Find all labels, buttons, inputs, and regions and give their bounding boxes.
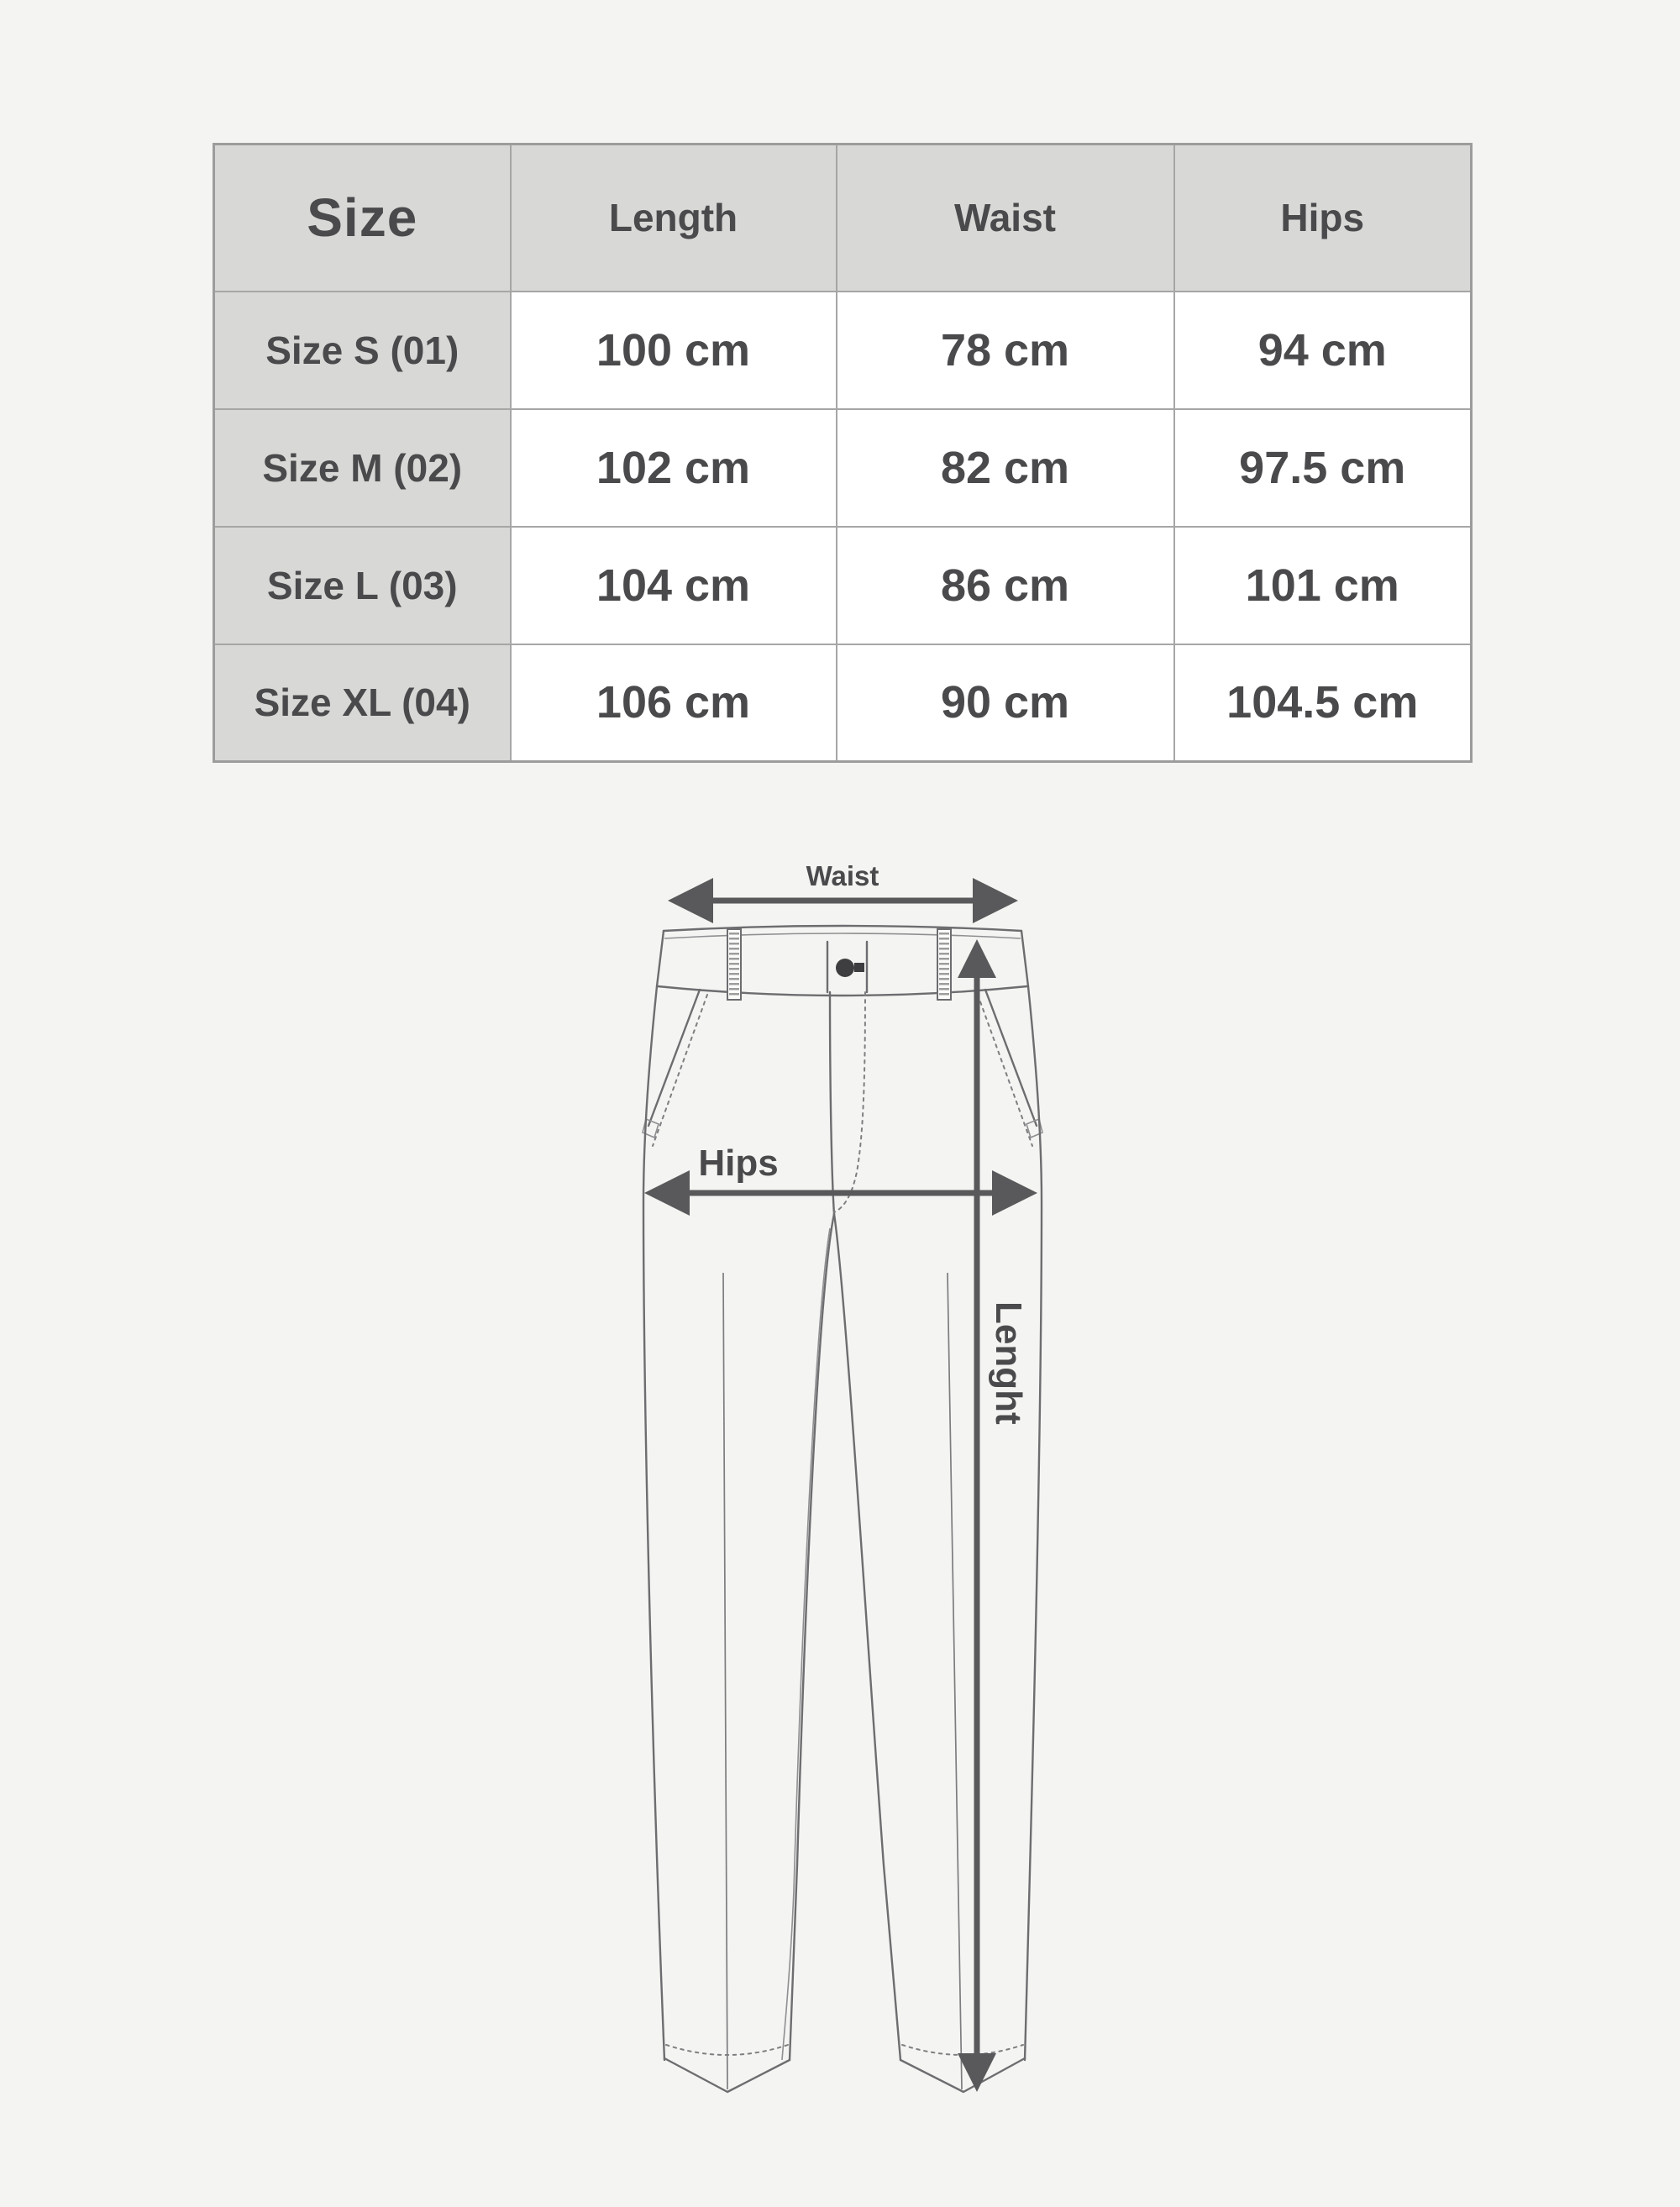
belt-loop-right [937, 929, 951, 1000]
pants-outline-drawing [643, 926, 1042, 2092]
table-header-row [214, 145, 1472, 292]
cell-hips: 104.5 cm [1174, 644, 1472, 762]
belt-loop-left [727, 929, 741, 1000]
fly-j-stitch [834, 992, 865, 1212]
length-measure-arrow [958, 939, 1029, 2092]
waistband-left-edge [657, 931, 664, 986]
cell-hips: 94 cm [1174, 292, 1472, 409]
cell-length: 104 cm [511, 527, 837, 644]
header-length: Length [511, 145, 837, 292]
cell-length: 106 cm [511, 644, 837, 762]
waist-measure-arrow [668, 860, 1018, 923]
fly-center-seam [830, 992, 834, 1214]
cell-waist: 78 cm [837, 292, 1174, 409]
table-row-size-m [214, 409, 1472, 527]
pocket-left-stitch [653, 995, 707, 1146]
waist-arrow-right-head [973, 878, 1018, 923]
pants-measurement-diagram [580, 798, 1100, 2142]
waist-button-icon [836, 959, 854, 977]
pocket-left-opening [648, 990, 700, 1126]
cell-length: 102 cm [511, 409, 837, 527]
pocket-right-stitch [978, 995, 1032, 1146]
length-arrow-top-head [958, 939, 996, 978]
pocket-right-opening [985, 990, 1037, 1126]
hips-arrow-left-head [644, 1170, 690, 1216]
left-leg-crease [723, 1273, 727, 2089]
row-label-size-s: Size S (01) [214, 292, 511, 409]
header-hips: Hips [1174, 145, 1472, 292]
length-arrow-label: Lenght [988, 1301, 1029, 1425]
cell-hips: 101 cm [1174, 527, 1472, 644]
waistband-top-edge [664, 926, 1021, 931]
cell-hips: 97.5 cm [1174, 409, 1472, 527]
header-size: Size [214, 145, 511, 292]
table-row-size-xl [214, 644, 1472, 762]
right-inseam [834, 1214, 900, 2060]
table-row-size-l [214, 527, 1472, 644]
left-side-seam [643, 986, 664, 2060]
header-waist: Waist [837, 145, 1174, 292]
waistband-right-edge [1021, 931, 1028, 986]
hips-arrow-right-head [992, 1170, 1037, 1216]
waist-arrow-left-head [668, 878, 713, 923]
length-arrow-bottom-head [958, 2053, 996, 2092]
waist-arrow-label: Waist [806, 860, 879, 891]
waistband-inner-seam [664, 933, 1021, 938]
right-side-seam [1025, 986, 1042, 2060]
row-label-size-m: Size M (02) [214, 409, 511, 527]
table-row-size-s [214, 292, 1472, 409]
size-table [213, 143, 1473, 763]
left-inseam [790, 1214, 834, 2060]
left-inseam-double [782, 1228, 830, 2060]
row-label-size-l: Size L (03) [214, 527, 511, 644]
hips-arrow-label: Hips [698, 1143, 779, 1184]
cell-waist: 90 cm [837, 644, 1174, 762]
cell-waist: 86 cm [837, 527, 1174, 644]
cell-waist: 82 cm [837, 409, 1174, 527]
cell-length: 100 cm [511, 292, 837, 409]
row-label-size-xl: Size XL (04) [214, 644, 511, 762]
waistband-bottom-seam [658, 986, 1027, 996]
right-leg-crease [948, 1273, 962, 2089]
waist-button-tab [854, 963, 864, 972]
